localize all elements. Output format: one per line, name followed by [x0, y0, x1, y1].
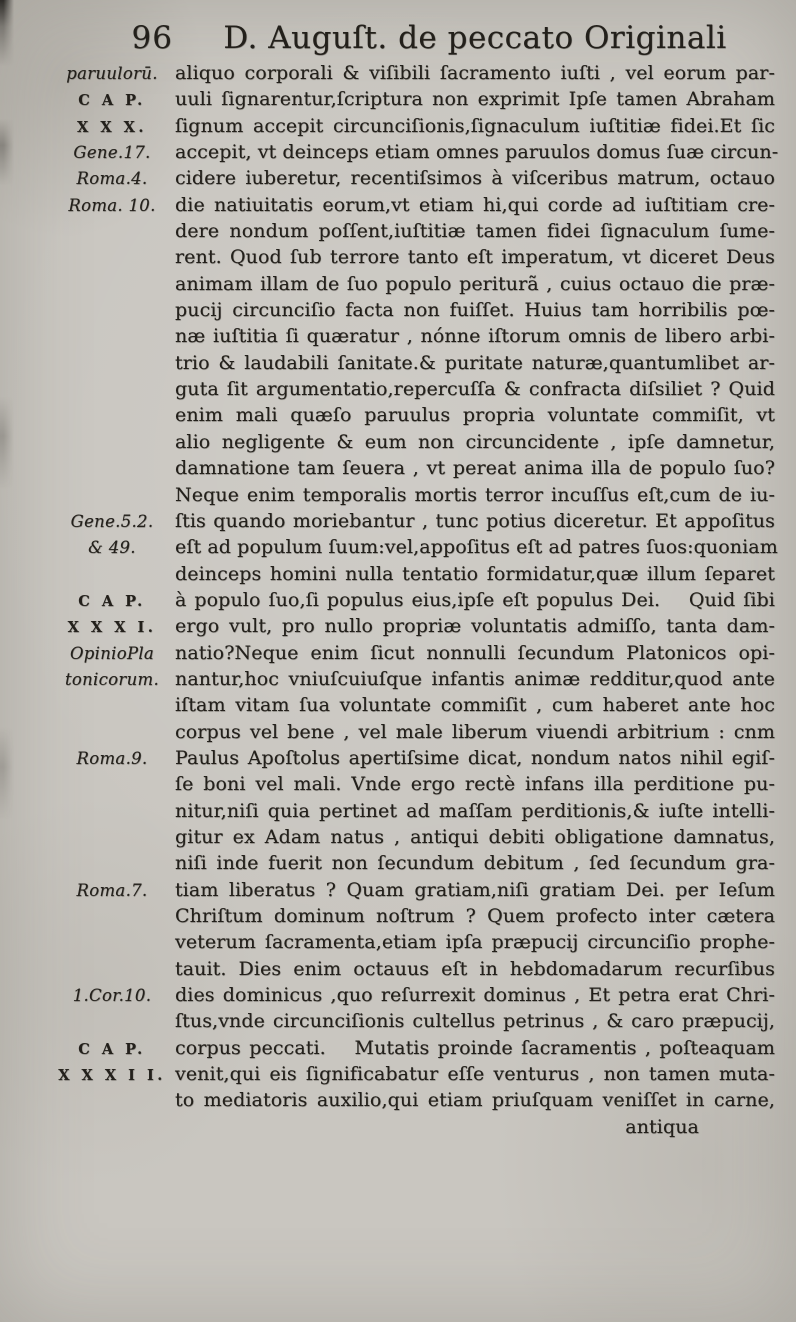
text-line-row	[55, 167, 796, 193]
text-line-row	[55, 141, 796, 167]
body-line: alio negligente & eum non circuncidente , ipſe damnetur,	[175, 430, 775, 453]
margin-note: C A P.	[78, 592, 146, 610]
body-line: nantur,hoc vniuſcuiuſque infantis animæ redditur,quod ante	[175, 667, 775, 690]
text-line-row	[55, 852, 796, 878]
text-line-row	[55, 1063, 796, 1089]
text-line-row	[55, 484, 796, 510]
body-line: guta ſit argumentatio,repercuſſa & confracta diſsiliet ? Quid	[175, 378, 775, 401]
text-line-row	[55, 299, 796, 325]
margin-note: 1.Cor.10.	[72, 986, 152, 1006]
body-line: dies dominicus ,quo reſurrexit dominus , Et petra erat Chri-	[175, 984, 775, 1007]
body-line: corpus peccati. Mutatis proinde ſacramentis , poſteaquam	[175, 1036, 775, 1059]
margin-note: Roma.4.	[76, 169, 148, 189]
body-line: rent. Quod ſub terrore tanto eſt imperatum, vt diceret Deus	[175, 246, 775, 269]
body-line: næ iuſtitia ſi quæratur , nónne iſtorum omnis de libero arbi-	[175, 325, 775, 348]
margin-note: X X X I.	[67, 619, 157, 637]
text-line-row	[55, 62, 796, 88]
margin-note: Roma. 10.	[68, 195, 156, 215]
body-line: venit,qui eis ſignificabatur eſſe venturus , non tamen muta-	[175, 1063, 775, 1086]
body-line: die natiuitatis eorum,vt etiam hi,qui corde ad iuſtitiam cre-	[175, 193, 775, 216]
text-line-row	[55, 563, 796, 589]
text-line-row	[55, 721, 796, 747]
text-line-row	[55, 273, 796, 299]
text-line-row	[55, 194, 796, 220]
margin-note: tonicorum.	[64, 669, 160, 689]
margin-note: paruulorū.	[66, 64, 158, 83]
text-line-row	[55, 879, 796, 905]
catchword-row	[55, 1116, 796, 1142]
text-line-row	[55, 668, 796, 694]
text-line-row	[55, 747, 796, 773]
body-line: eſt ad populum ſuum:vel,appoſitus eſt ad patres ſuos:quoniam	[175, 536, 778, 559]
text-line-row	[55, 510, 796, 536]
text-line-row	[55, 800, 796, 826]
text-line-row	[55, 694, 796, 720]
body-line: Paulus Apoſtolus apertiſsime dicat, nondum natos nihil egiſ-	[175, 746, 775, 769]
text-line-row	[55, 246, 796, 272]
text-line-row	[55, 325, 796, 351]
margin-note: OpinioPla	[69, 643, 155, 663]
text-line-row	[55, 404, 796, 430]
running-title: D. Auguſt. de peccato Originali	[223, 20, 727, 56]
body-line: Neque enim temporalis mortis terror incuſſus eſt,cum de iu-	[175, 483, 775, 506]
text-line-row	[55, 958, 796, 984]
text-line-row	[55, 1037, 796, 1063]
text-line-row	[55, 431, 796, 457]
margin-note: & 49.	[88, 538, 136, 558]
text-line-row	[55, 115, 796, 141]
body-line: enim mali quæſo paruulus propria voluntate commiſit, vt	[175, 404, 775, 427]
body-line: ergo vult, pro nullo propriæ voluntatis admiſſo, tanta dam-	[175, 615, 775, 638]
body-line: ſe boni vel mali. Vnde ergo rectè infans illa perditione pu-	[175, 773, 775, 796]
text-line-row	[55, 773, 796, 799]
text-line-row	[55, 1010, 796, 1036]
margin-note: Gene.5.2.	[70, 511, 154, 531]
margin-note: X X X.	[77, 118, 147, 136]
margin-note: X X X I I.	[58, 1067, 166, 1085]
page-header	[55, 20, 796, 62]
margin-note: C A P.	[78, 1040, 146, 1058]
text-line-row	[55, 826, 796, 852]
body-line: damnatione tam ſeuera , vt pereat anima illa de populo ſuo?	[175, 457, 775, 480]
body-line: ſtis quando moriebantur , tunc potius diceretur. Et appoſitus	[175, 509, 775, 532]
margin-note: Gene.17.	[73, 143, 151, 163]
text-line-row	[55, 589, 796, 615]
text-line-row	[55, 536, 796, 562]
body-line: to mediatoris auxilio,qui etiam priuſquam veniſſet in carne,	[175, 1089, 775, 1112]
text-line-row	[55, 905, 796, 931]
body-line: cidere iuberetur, recentiſsimos à viſceribus matrum, octauo	[175, 167, 775, 190]
body-line: nitur,niſi quia pertinet ad maſſam perditionis,& iuſte intelli-	[175, 799, 775, 822]
text-line-row	[55, 220, 796, 246]
margin-note: Roma.9.	[76, 748, 148, 768]
text-line-row	[55, 1089, 796, 1115]
body-line: accepit, vt deinceps etiam omnes paruulos domus ſuæ circun-	[175, 141, 779, 164]
body-line: tauit. Dies enim octauus eſt in hebdomadarum recurſibus	[175, 957, 775, 980]
text-line-row	[55, 88, 796, 114]
body-line: Chriſtum dominum noſtrum ? Quem profecto inter cætera	[175, 905, 775, 927]
body-line: iſtam vitam ſua voluntate commiſit , cum haberet ante hoc	[175, 694, 775, 717]
page-number: 96	[131, 20, 173, 56]
text-line-row	[55, 642, 796, 668]
text-line-row	[55, 615, 796, 641]
body-line: corpus vel bene , vel male liberum viuendi arbitrium : cnm	[175, 720, 775, 743]
catchword: antiqua	[625, 1115, 699, 1138]
body-line: aliquo corporali & viſibili ſacramento iuſti , vel eorum par-	[175, 62, 775, 84]
body-line: veterum ſacramenta,etiam ipſa præpucij circunciſio prophe-	[175, 931, 775, 954]
body-line: animam illam de ſuo populo periturã , cuius octauo die præ-	[175, 272, 775, 295]
body-line: à populo ſuo,ſi populus eius,ipſe eſt populus Dei. Quid ſibi	[175, 588, 775, 611]
text-line-row	[55, 984, 796, 1010]
body-line: niſi inde fuerit non ſecundum debitum , ſed ſecundum gra-	[175, 852, 775, 875]
body-line: pucij circunciſio facta non fuiſſet. Huius tam horribilis pœ-	[175, 299, 775, 322]
body-line: dere nondum poſſent,iuſtitiæ tamen fidei ſignaculum ſume-	[175, 220, 775, 243]
margin-note: C A P.	[78, 92, 146, 110]
text-line-row	[55, 378, 796, 404]
body-line: natio?Neque enim ſicut nonnulli ſecundum Platonicos opi-	[175, 641, 775, 664]
margin-note: Roma.7.	[76, 880, 148, 900]
body-line: uuli ſignarentur,ſcriptura non exprimit Ipſe tamen Abraham	[175, 88, 775, 111]
body-line: gitur ex Adam natus , antiqui debiti obligatione damnatus,	[175, 825, 775, 848]
text-line-row	[55, 457, 796, 483]
text-line-row	[55, 931, 796, 957]
text-line-row	[55, 352, 796, 378]
body-line: ſtus,vnde circunciſionis cultellus petrinus , & caro præpucij,	[175, 1010, 775, 1033]
body-line: deinceps homini nulla tentatio formidatur,quæ illum ſeparet	[175, 562, 775, 585]
body-line: ſignum accepit circunciſionis,ſignaculum iuſtitiæ fidei.Et ſic	[175, 114, 775, 137]
text-block	[55, 62, 796, 1142]
body-line: trio & laudabili ſanitate.& puritate naturæ,quantumlibet ar-	[175, 351, 775, 374]
body-line: tiam liberatus ? Quam gratiam,niſi gratiam Dei. per Ieſum	[175, 878, 775, 901]
